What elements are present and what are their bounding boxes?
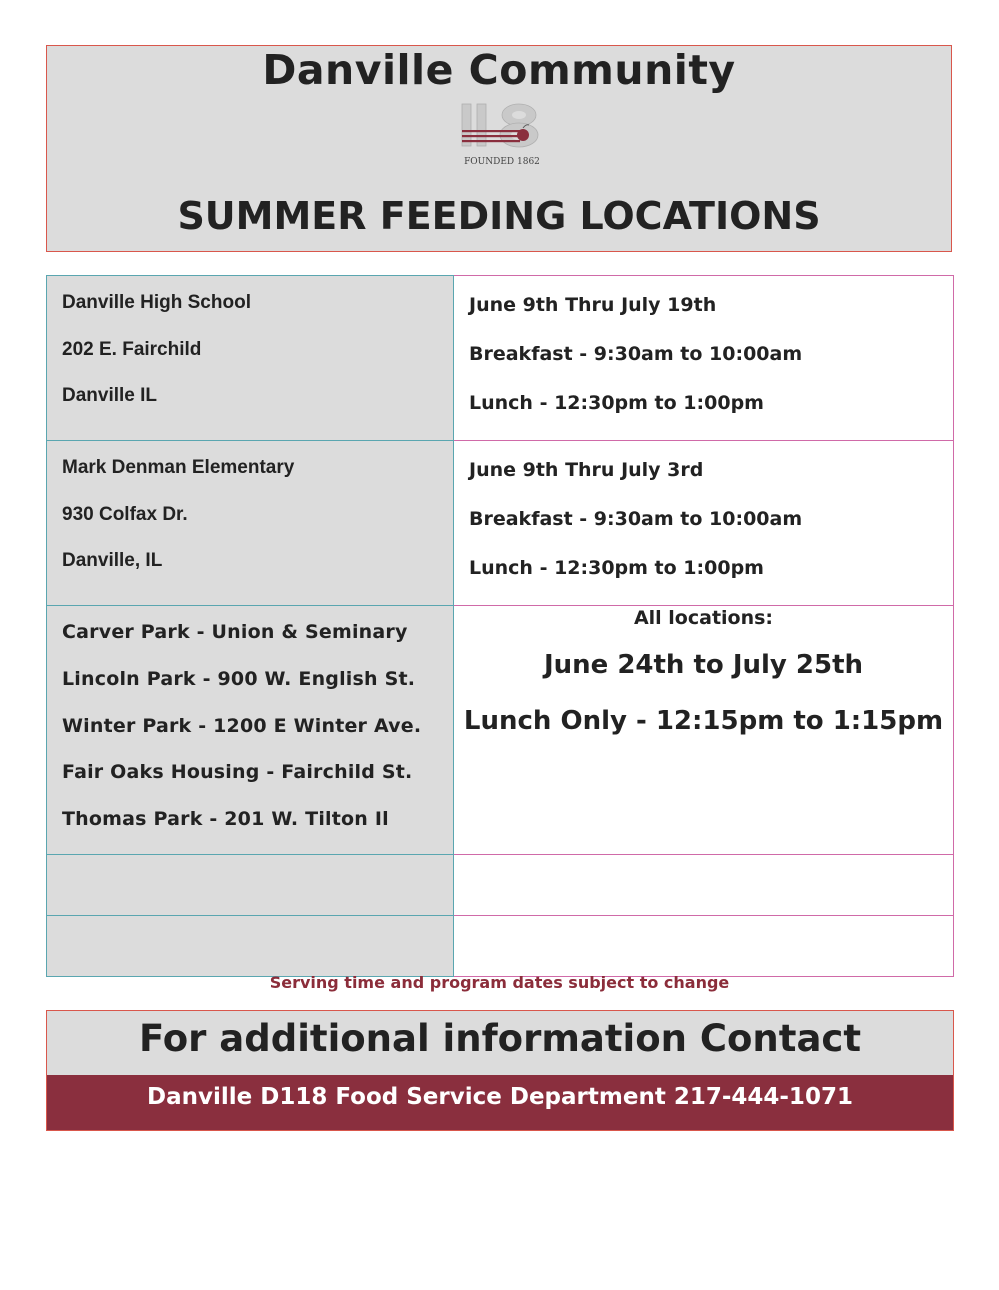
empty-cell [454, 915, 954, 976]
location-city: Danville IL [62, 385, 158, 406]
park-item: Fair Oaks Housing - Fairchild St. [62, 761, 413, 784]
page-subtitle: SUMMER FEEDING LOCATIONS [177, 194, 821, 238]
location-cell [47, 276, 454, 441]
park-item: Winter Park - 1200 E Winter Ave. [62, 714, 422, 737]
district-logo [457, 102, 547, 174]
park-item: Thomas Park - 201 W. Tilton Il [62, 808, 389, 831]
schedule-dates: June 9th Thru July 19th [469, 294, 717, 316]
parks-schedule-cell [454, 606, 954, 855]
contact-title: For additional information Contact [138, 1017, 862, 1060]
table-row [47, 276, 954, 441]
disclaimer-note: Serving time and program dates subject to change [269, 973, 730, 992]
header-panel [46, 45, 952, 252]
empty-cell [454, 854, 954, 915]
logo-caption: FOUNDED 1862 [464, 157, 540, 167]
empty-cell [47, 915, 454, 976]
schedule-breakfast: Breakfast - 9:30am to 10:00am [469, 508, 803, 530]
table-row [47, 606, 954, 855]
empty-row [47, 854, 954, 915]
locations-table [46, 275, 954, 977]
table-row [47, 441, 954, 606]
page-title: Danville Community [262, 46, 736, 94]
schedule-cell [454, 276, 954, 441]
location-address: 930 Colfax Dr. [62, 503, 188, 525]
all-locations-label: All locations: [633, 607, 774, 629]
park-item: Lincoln Park - 900 W. English St. [62, 667, 416, 690]
empty-row [47, 915, 954, 976]
schedule-cell [454, 441, 954, 606]
contact-details: Danville D118 Food Service Department 217-444-1071 [47, 1075, 953, 1130]
parks-dates: June 24th to July 25th [543, 650, 864, 680]
contact-panel [46, 1010, 954, 1131]
location-name: Mark Denman Elementary [62, 457, 295, 478]
location-city: Danville, IL [62, 550, 163, 571]
schedule-lunch: Lunch - 12:30pm to 1:00pm [469, 557, 764, 579]
location-address: 202 E. Fairchild [62, 338, 202, 360]
parks-cell [47, 606, 454, 855]
park-item: Carver Park - Union & Seminary [62, 621, 408, 643]
schedule-dates: June 9th Thru July 3rd [469, 459, 704, 481]
location-cell [47, 441, 454, 606]
parks-lunch: Lunch Only - 12:15pm to 1:15pm [463, 706, 944, 736]
schedule-breakfast: Breakfast - 9:30am to 10:00am [469, 343, 803, 365]
location-name: Danville High School [62, 292, 251, 313]
schedule-lunch: Lunch - 12:30pm to 1:00pm [469, 392, 764, 414]
empty-cell [47, 854, 454, 915]
